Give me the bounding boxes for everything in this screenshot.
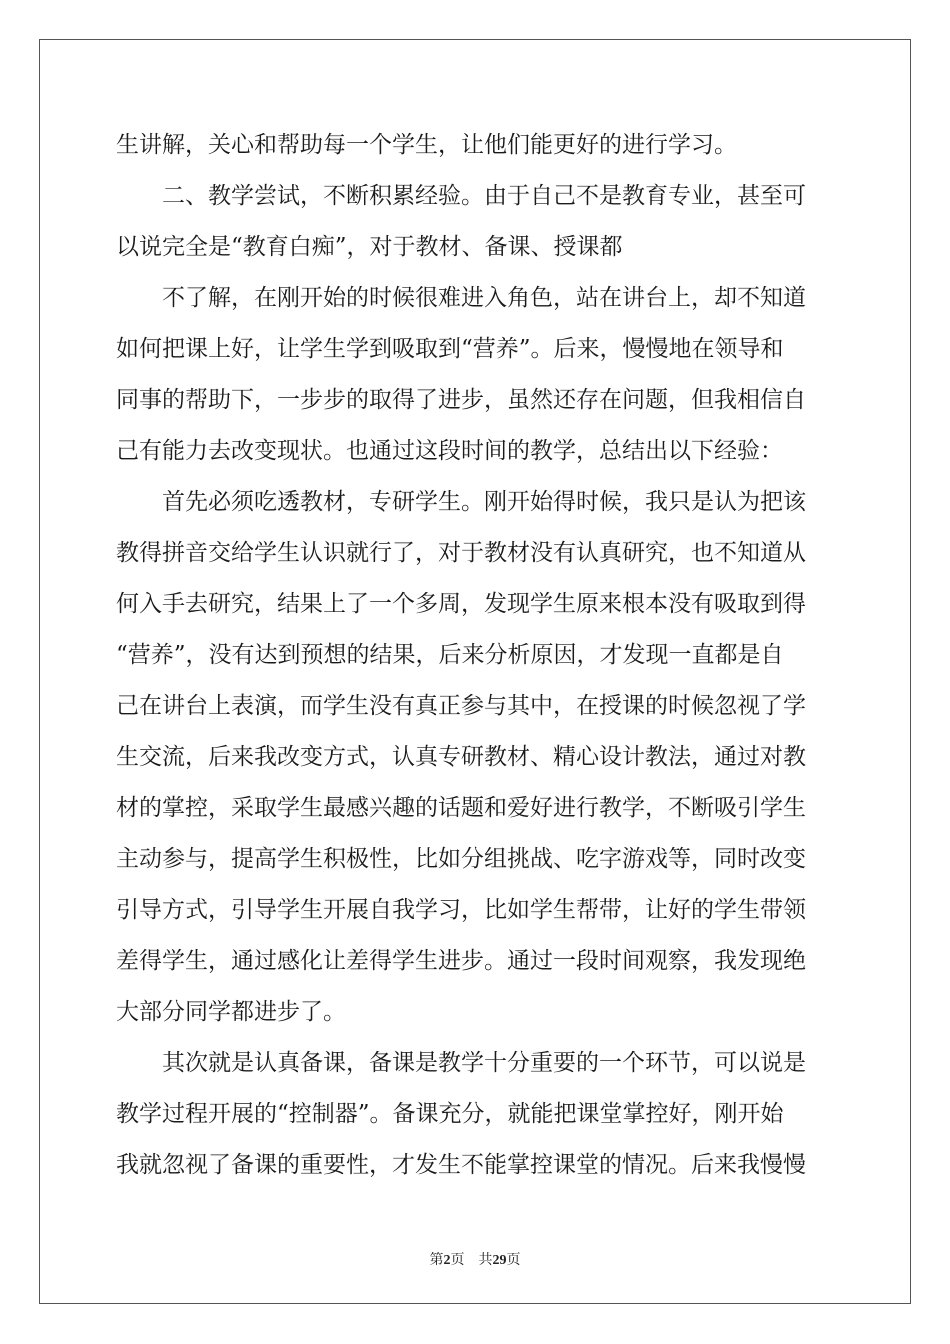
text-line-6: 同事的帮助下，一步步的取得了进步，虽然还存在问题，但我相信自 bbox=[116, 387, 806, 413]
text-line-5: 如何把课上好，让学生学到吸取到“营养”。后来，慢慢地在领导和 bbox=[116, 336, 784, 362]
text-line-13: 生交流，后来我改变方式，认真专研教材、精心设计教法，通过对教 bbox=[116, 744, 806, 770]
text-line-21: 我就忽视了备课的重要性，才发生不能掌控课堂的情况。后来我慢慢 bbox=[116, 1152, 806, 1178]
text-line-4: 不了解，在刚开始的时候很难进入角色，站在讲台上，却不知道 bbox=[116, 285, 806, 311]
text-line-14: 材的掌控，采取学生最感兴趣的话题和爱好进行教学，不断吸引学生 bbox=[116, 795, 806, 821]
text-line-15: 主动参与，提高学生积极性，比如分组挑战、吃字游戏等，同时改变 bbox=[116, 846, 806, 872]
page-suffix: 页 bbox=[450, 1253, 465, 1268]
page-prefix: 第 bbox=[429, 1253, 444, 1268]
text-line-3: 以说完全是“教育白痴”，对于教材、备课、授课都 bbox=[116, 234, 623, 260]
page-footer bbox=[0, 1249, 950, 1269]
text-line-17: 差得学生，通过感化让差得学生进步。通过一段时间观察，我发现绝 bbox=[116, 948, 806, 974]
text-line-12: 己在讲台上表演，而学生没有真正参与其中，在授课的时候忽视了学 bbox=[116, 693, 806, 719]
text-line-10: 何入手去研究，结果上了一个多周，发现学生原来根本没有吸取到得 bbox=[116, 591, 806, 617]
total-prefix: 共 bbox=[478, 1253, 493, 1268]
page-number: 2 bbox=[443, 1253, 451, 1268]
text-line-8: 首先必须吃透教材，专研学生。刚开始得时候，我只是认为把该 bbox=[116, 489, 806, 515]
text-line-18: 大部分同学都进步了。 bbox=[116, 999, 346, 1025]
text-line-19: 其次就是认真备课，备课是教学十分重要的一个环节，可以说是 bbox=[116, 1050, 806, 1076]
text-line-20: 教学过程开展的“控制器”。备课充分，就能把课堂掌控好，刚开始 bbox=[116, 1101, 784, 1127]
document-body bbox=[116, 120, 834, 1191]
text-line-7: 己有能力去改变现状。也通过这段时间的教学，总结出以下经验： bbox=[116, 438, 783, 464]
total-pages: 29 bbox=[492, 1253, 507, 1268]
total-suffix: 页 bbox=[506, 1253, 521, 1268]
text-line-11: “营养”，没有达到预想的结果，后来分析原因，才发现一直都是自 bbox=[116, 642, 784, 668]
text-line-16: 引导方式，引导学生开展自我学习，比如学生帮带，让好的学生带领 bbox=[116, 897, 806, 923]
text-line-1: 生讲解，关心和帮助每一个学生，让他们能更好的进行学习。 bbox=[116, 132, 737, 158]
text-line-9: 教得拼音交给学生认识就行了，对于教材没有认真研究，也不知道从 bbox=[116, 540, 806, 566]
text-line-2: 二、教学尝试，不断积累经验。由于自己不是教育专业，甚至可 bbox=[116, 183, 806, 209]
